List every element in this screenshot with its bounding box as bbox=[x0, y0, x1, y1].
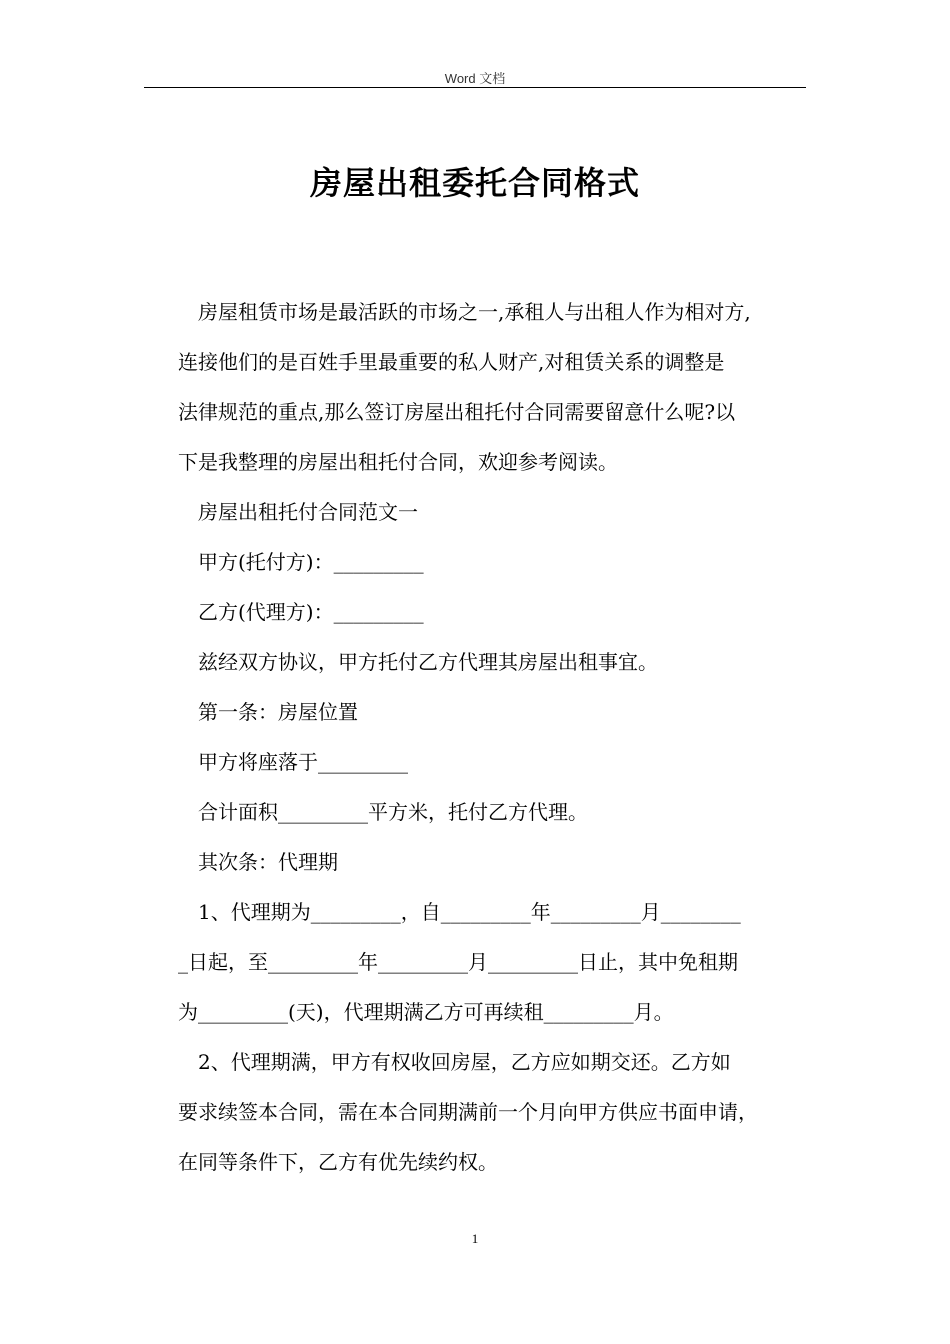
paragraph-line: 1、代理期为_________，自_________年_________月________ bbox=[198, 900, 741, 924]
paragraph-line: 合计面积_________平方米，托付乙方代理。 bbox=[198, 800, 588, 824]
paragraph-line: 房屋租赁市场是最活跃的市场之一,承租人与出租人作为相对方, bbox=[198, 300, 751, 324]
document-body bbox=[178, 287, 818, 1187]
party-b-line: 乙方(代理方)：_________ bbox=[198, 600, 424, 624]
paragraph-line: 在同等条件下，乙方有优先续约权。 bbox=[178, 1150, 498, 1174]
paragraph-line: 兹经双方协议，甲方托付乙方代理其房屋出租事宜。 bbox=[198, 650, 658, 674]
section-heading: 房屋出租托付合同范文一 bbox=[198, 500, 418, 524]
page-number: 1 bbox=[471, 1231, 479, 1246]
paragraph-line: _日起，至_________年_________月_________日止，其中免租期 bbox=[178, 950, 738, 974]
page-header-label: Word 文档 bbox=[444, 71, 506, 86]
clause-heading: 第一条：房屋位置 bbox=[198, 700, 358, 724]
paragraph-line: 要求续签本合同，需在本合同期满前一个月向甲方供应书面申请， bbox=[178, 1100, 758, 1124]
party-a-line: 甲方(托付方)：_________ bbox=[198, 550, 424, 574]
paragraph-line: 下是我整理的房屋出租托付合同，欢迎参考阅读。 bbox=[178, 450, 618, 474]
paragraph-line: 连接他们的是百姓手里最重要的私人财产,对租赁关系的调整是 bbox=[178, 350, 725, 374]
document-title: 房屋出租委托合同格式 bbox=[309, 164, 640, 202]
paragraph-line: 甲方将座落于_________ bbox=[198, 750, 408, 774]
paragraph-line: 2、代理期满，甲方有权收回房屋，乙方应如期交还。乙方如 bbox=[198, 1050, 731, 1074]
header-divider bbox=[144, 87, 806, 88]
paragraph-line: 为_________(天)，代理期满乙方可再续租_________月。 bbox=[178, 1000, 674, 1024]
clause-heading: 其次条：代理期 bbox=[198, 850, 338, 874]
paragraph-line: 法律规范的重点,那么签订房屋出租托付合同需要留意什么呢?以 bbox=[178, 400, 736, 424]
